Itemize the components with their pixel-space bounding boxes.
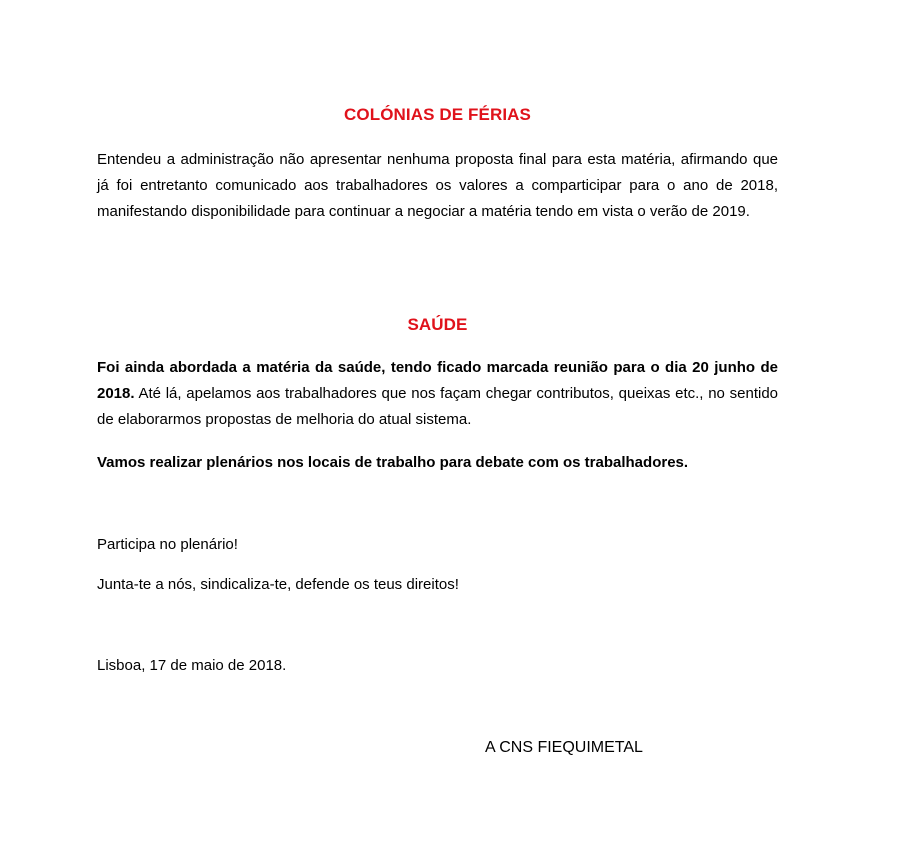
plenarios-bold-text: Vamos realizar plenários nos locais de trabalho para debate com os trabalhadores. bbox=[97, 454, 689, 471]
closing-line-junta-te: Junta-te a nós, sindicaliza-te, defende os teus direitos! bbox=[97, 576, 459, 593]
heading-colonias-de-ferias: COLÓNIAS DE FÉRIAS bbox=[344, 105, 531, 124]
paragraph-colonias-de-ferias: Entendeu a administração não apresentar nenhuma proposta final para esta matéria, afirmando que já foi entretanto comunicado aos trabalhadores os valores a comparticipar para o ano de 2018, manifestando disponibilidade para continuar a negociar a matéria tendo em vista o verão de 2019. bbox=[97, 151, 778, 220]
paragraph-saude-plenarios bbox=[97, 450, 778, 476]
saude-regular-text: Até lá, apelamos aos trabalhadores que nos façam chegar contributos, queixas etc., no sentido de elaborarmos propostas de melhoria do atual sistema. bbox=[97, 385, 778, 428]
saude-bold-text: Foi ainda abordada a matéria da saúde, tendo ficado marcada reunião para o dia 20 junho de 2018. bbox=[97, 359, 778, 402]
closing-line-participa: Participa no plenário! bbox=[97, 536, 238, 553]
paragraph-saude-reuniao bbox=[97, 355, 778, 433]
heading-saude: SAÚDE bbox=[407, 315, 468, 334]
signature: A CNS FIEQUIMETAL bbox=[485, 739, 643, 756]
date-place: Lisboa, 17 de maio de 2018. bbox=[97, 657, 287, 674]
